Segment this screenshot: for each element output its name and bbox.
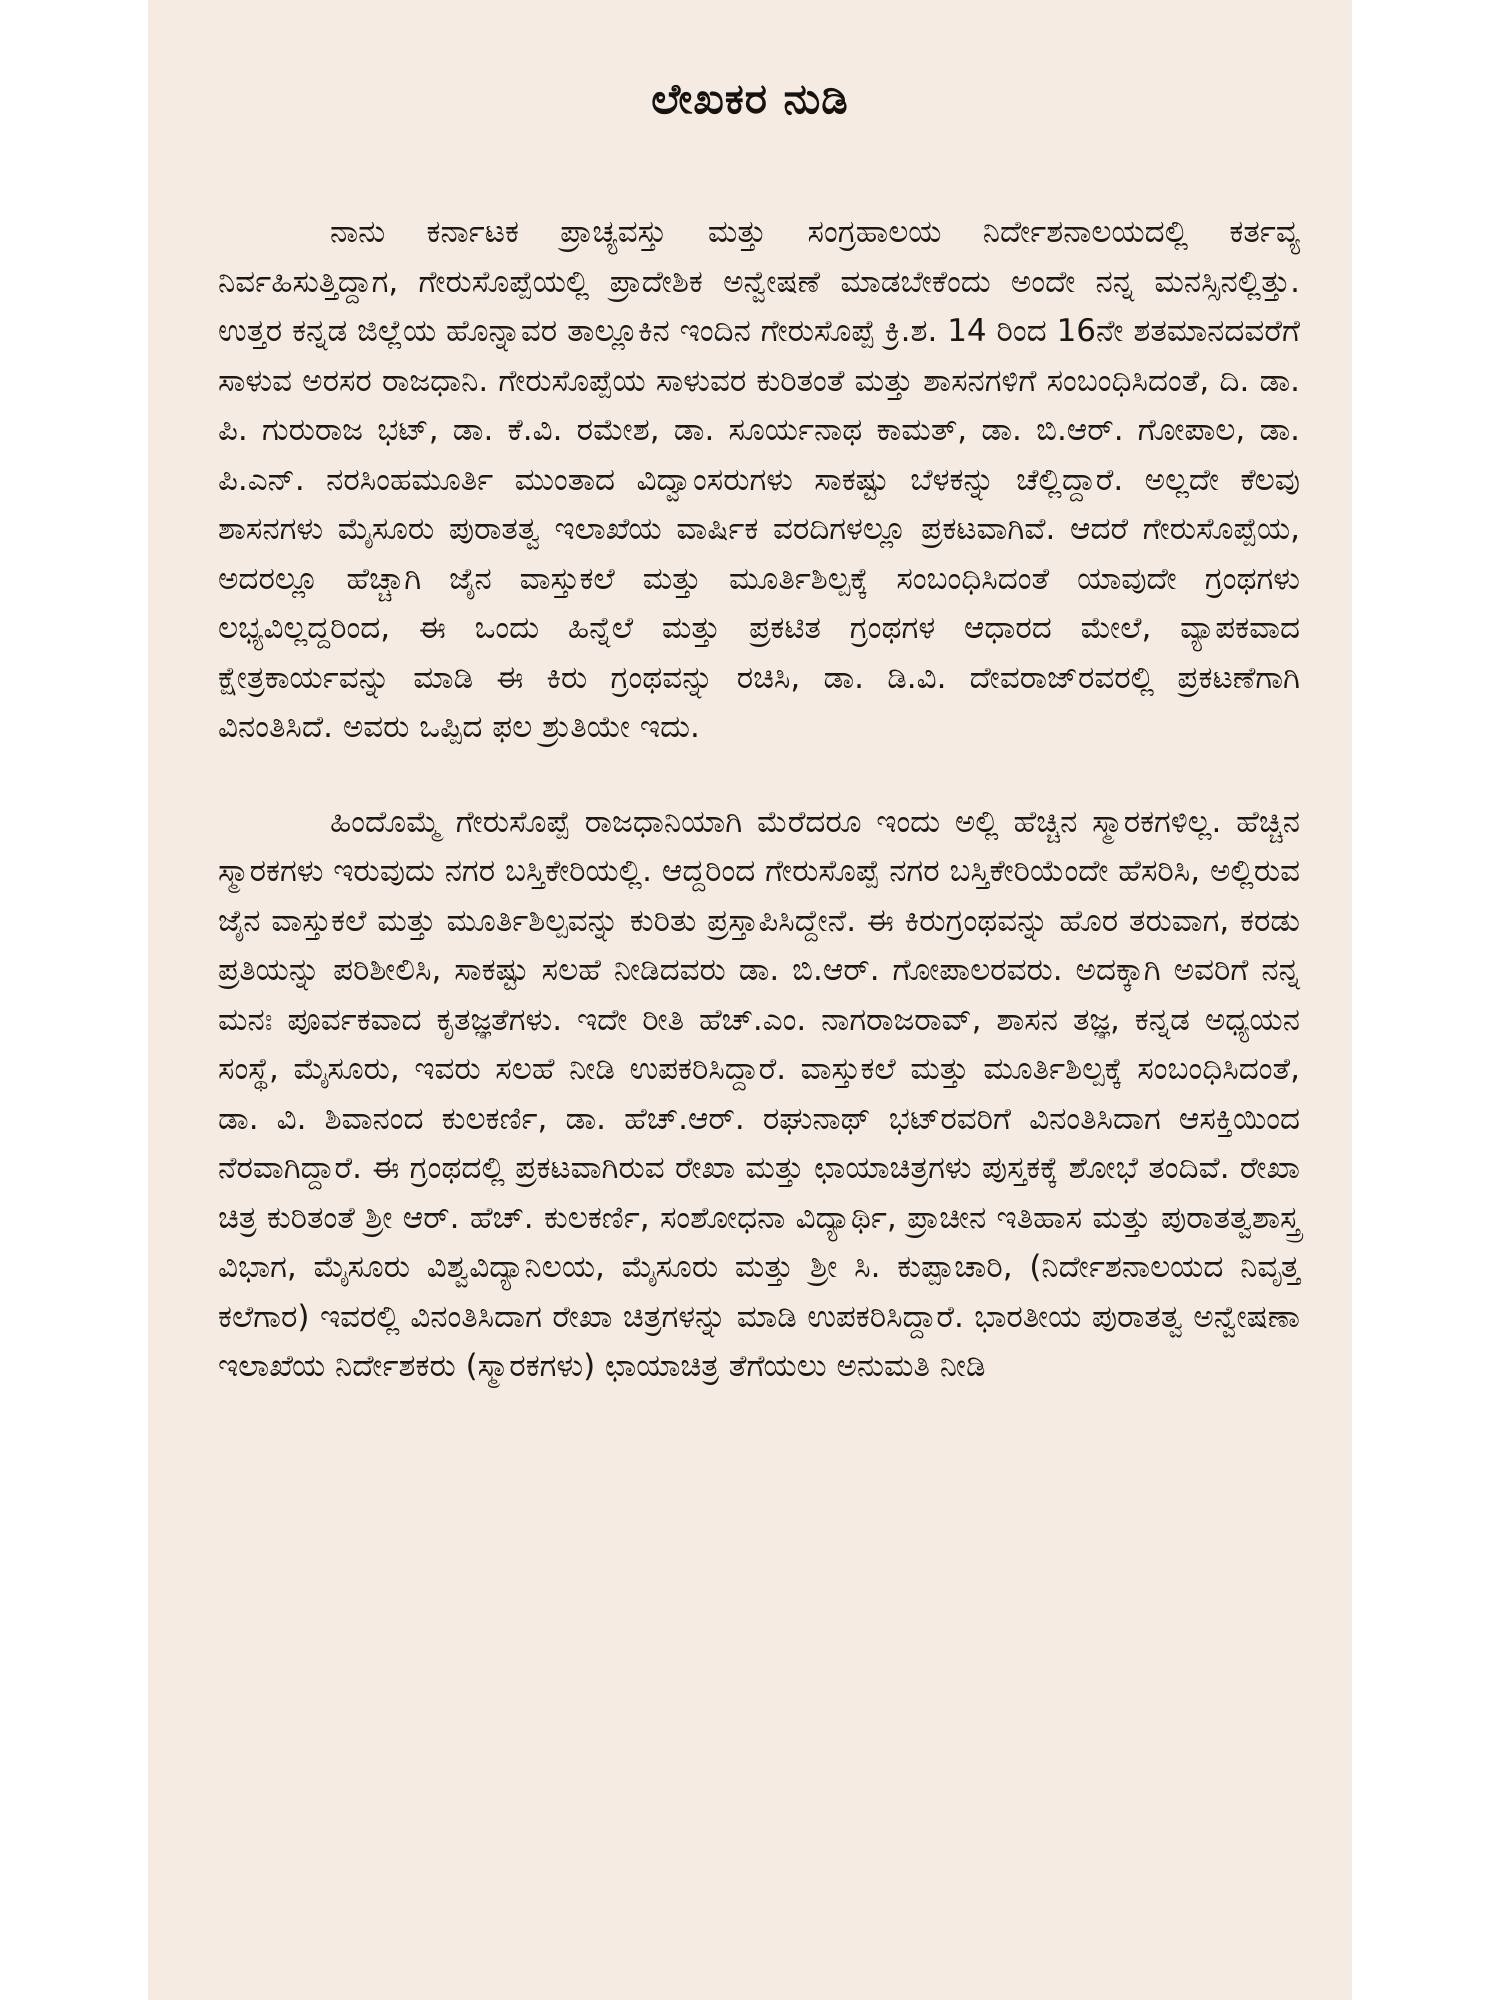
book-page [148,0,1352,2000]
page-title: ಲೇಖಕರ ನುಡಿ [651,74,849,123]
body-text [218,208,1300,1392]
paragraph-1: ನಾನು ಕರ್ನಾಟಕ ಪ್ರಾಚ್ಯವಸ್ತು ಮತ್ತು ಸಂಗ್ರಹಾಲಯ ನಿರ್ದೇಶನಾಲಯದಲ್ಲಿ ಕರ್ತವ್ಯ ನಿರ್ವಹಿಸುತ್ತಿದ್ದಾಗ, ಗೇರುಸೊಪ್ಪೆಯಲ್ಲಿ ಪ್ರಾದೇಶಿಕ ಅನ್ವೇಷಣೆ ಮಾಡಬೇಕೆಂದು ಅಂದೇ ನನ್ನ ಮನಸ್ಸಿನಲ್ಲಿತ್ತು. ಉತ್ತರ ಕನ್ನಡ ಜಿಲ್ಲೆಯ ಹೊನ್ನಾವರ ತಾಲ್ಲೂಕಿನ ಇಂದಿನ ಗೇರುಸೊಪ್ಪೆ ಕ್ರಿ.ಶ. 14 ರಿಂದ 16ನೇ ಶತಮಾನದವರೆಗೆ ಸಾಳುವ ಅರಸರ ರಾಜಧಾನಿ. ಗೇರುಸೊಪ್ಪೆಯ ಸಾಳುವರ ಕುರಿತಂತೆ ಮತ್ತು ಶಾಸನಗಳಿಗೆ ಸಂಬಂಧಿಸಿದಂತೆ, ದಿ. ಡಾ. ಪಿ. ಗುರುರಾಜ ಭಟ್, ಡಾ. ಕೆ.ವಿ. ರಮೇಶ, ಡಾ. ಸೂರ್ಯನಾಥ ಕಾಮತ್, ಡಾ. ಬಿ.ಆರ್. ಗೋಪಾಲ, ಡಾ. ಪಿ.ಎನ್. ನರಸಿಂಹಮೂರ್ತಿ ಮುಂತಾದ ವಿದ್ವಾಂಸರುಗಳು ಸಾಕಷ್ಟು ಬೆಳಕನ್ನು ಚೆಲ್ಲಿದ್ದಾರೆ. ಅಲ್ಲದೇ ಕೆಲವು ಶಾಸನಗಳು ಮೈಸೂರು ಪುರಾತತ್ವ ಇಲಾಖೆಯ ವಾರ್ಷಿಕ ವರದಿಗಳಲ್ಲೂ ಪ್ರಕಟವಾಗಿವೆ. ಆದರೆ ಗೇರುಸೊಪ್ಪೆಯ, ಅದರಲ್ಲೂ ಹೆಚ್ಚಾಗಿ ಜೈನ ವಾಸ್ತುಕಲೆ ಮತ್ತು ಮೂರ್ತಿಶಿಲ್ಪಕ್ಕೆ ಸಂಬಂಧಿಸಿದಂತೆ ಯಾವುದೇ ಗ್ರಂಥಗಳು ಲಭ್ಯವಿಲ್ಲದ್ದರಿಂದ, ಈ ಒಂದು ಹಿನ್ನೆಲೆ ಮತ್ತು ಪ್ರಕಟಿತ ಗ್ರಂಥಗಳ ಆಧಾರದ ಮೇಲೆ, ವ್ಯಾಪಕವಾದ ಕ್ಷೇತ್ರಕಾರ್ಯವನ್ನು ಮಾಡಿ ಈ ಕಿರು ಗ್ರಂಥವನ್ನು ರಚಿಸಿ, ಡಾ. ಡಿ.ವಿ. ದೇವರಾಜ್‌ರವರಲ್ಲಿ ಪ್ರಕಟಣೆಗಾಗಿ ವಿನಂತಿಸಿದೆ. ಅವರು ಒಪ್ಪಿದ ಫಲ ಶ್ರುತಿಯೇ ಇದು. [218,214,1300,745]
paragraph-2: ಹಿಂದೊಮ್ಮೆ ಗೇರುಸೊಪ್ಪೆ ರಾಜಧಾನಿಯಾಗಿ ಮೆರೆದರೂ ಇಂದು ಅಲ್ಲಿ ಹೆಚ್ಚಿನ ಸ್ಮಾರಕಗಳಿಲ್ಲ. ಹೆಚ್ಚಿನ ಸ್ಮಾರಕಗಳು ಇರುವುದು ನಗರ ಬಸ್ತಿಕೇರಿಯಲ್ಲಿ. ಆದ್ದರಿಂದ ಗೇರುಸೊಪ್ಪೆ ನಗರ ಬಸ್ತಿಕೇರಿಯೆಂದೇ ಹೆಸರಿಸಿ, ಅಲ್ಲಿರುವ ಜೈನ ವಾಸ್ತುಕಲೆ ಮತ್ತು ಮೂರ್ತಿಶಿಲ್ಪವನ್ನು ಕುರಿತು ಪ್ರಸ್ತಾಪಿಸಿದ್ದೇನೆ. ಈ ಕಿರುಗ್ರಂಥವನ್ನು ಹೊರ ತರುವಾಗ, ಕರಡು ಪ್ರತಿಯನ್ನು ಪರಿಶೀಲಿಸಿ, ಸಾಕಷ್ಟು ಸಲಹೆ ನೀಡಿದವರು ಡಾ. ಬಿ.ಆರ್. ಗೋಪಾಲರವರು. ಅದಕ್ಕಾಗಿ ಅವರಿಗೆ ನನ್ನ ಮನಃ ಪೂರ್ವಕವಾದ ಕೃತಜ್ಞತೆಗಳು. ಇದೇ ರೀತಿ ಹೆಚ್.ಎಂ. ನಾಗರಾಜರಾವ್, ಶಾಸನ ತಜ್ಞ, ಕನ್ನಡ ಅಧ್ಯಯನ ಸಂಸ್ಥೆ, ಮೈಸೂರು, ಇವರು ಸಲಹೆ ನೀಡಿ ಉಪಕರಿಸಿದ್ದಾರೆ. ವಾಸ್ತುಕಲೆ ಮತ್ತು ಮೂರ್ತಿಶಿಲ್ಪಕ್ಕೆ ಸಂಬಂಧಿಸಿದಂತೆ, ಡಾ. ವಿ. ಶಿವಾನಂದ ಕುಲಕರ್ಣಿ, ಡಾ. ಹೆಚ್.ಆರ್. ರಘುನಾಥ್ ಭಟ್‌ರವರಿಗೆ ವಿನಂತಿಸಿದಾಗ ಆಸಕ್ತಿಯಿಂದ ನೆರವಾಗಿದ್ದಾರೆ. ಈ ಗ್ರಂಥದಲ್ಲಿ ಪ್ರಕಟವಾಗಿರುವ ರೇಖಾ ಮತ್ತು ಛಾಯಾಚಿತ್ರಗಳು ಪುಸ್ತಕಕ್ಕೆ ಶೋಭೆ ತಂದಿವೆ. ರೇಖಾ ಚಿತ್ರ ಕುರಿತಂತೆ ಶ್ರೀ ಆರ್. ಹೆಚ್. ಕುಲಕರ್ಣಿ, ಸಂಶೋಧನಾ ವಿದ್ಯಾರ್ಥಿ, ಪ್ರಾಚೀನ ಇತಿಹಾಸ ಮತ್ತು ಪುರಾತತ್ವಶಾಸ್ತ್ರ ವಿಭಾಗ, ಮೈಸೂರು ವಿಶ್ವವಿದ್ಯಾನಿಲಯ, ಮೈಸೂರು ಮತ್ತು ಶ್ರೀ ಸಿ. ಕುಪ್ಪಾಚಾರಿ, (ನಿರ್ದೇಶನಾಲಯದ ನಿವೃತ್ತ ಕಲೆಗಾರ) ಇವರಲ್ಲಿ ವಿನಂತಿಸಿದಾಗ ರೇಖಾ ಚಿತ್ರಗಳನ್ನು ಮಾಡಿ ಉಪಕರಿಸಿದ್ದಾರೆ. ಭಾರತೀಯ ಪುರಾತತ್ವ ಅನ್ವೇಷಣಾ ಇಲಾಖೆಯ ನಿರ್ದೇಶಕರು (ಸ್ಮಾರಕಗಳು) ಛಾಯಾಚಿತ್ರ ತೆಗೆಯಲು ಅನುಮತಿ ನೀಡಿ [218,803,1301,1384]
